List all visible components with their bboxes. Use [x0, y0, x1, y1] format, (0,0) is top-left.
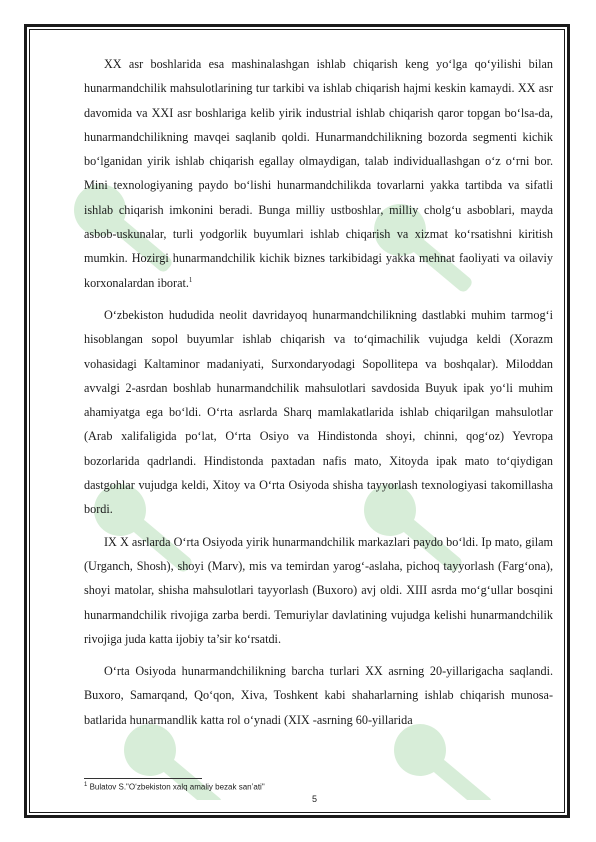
footnote-number: 1: [84, 782, 88, 788]
footnote-text: Bulatov S."O‘zbekiston xalq amaliy bezak san’ati": [89, 782, 265, 792]
footnote-separator: [84, 778, 202, 779]
paragraph-1: [84, 52, 553, 295]
paragraph-3: IX X asrlarda O‘rta Osiyoda yirik hunarmandchilik markazlari paydo bo‘ldi. Ip mato, gilam (Urganch, Shosh), shoyi (Marv), mis va temirdan yarog‘-aslaha, pichoq tayyorlash (Farg‘ona), shoyi matolar, shisha mahsulotlari tayyorlash (Buxoro) avj oldi. XIII asrda mo‘g‘ullar bosqini hunarmandchilik rivojiga zarba berdi. Temuriylar davlatining vujudga kelishi hunarmandchilik rivojiga juda katta ijobiy ta’sir ko‘rsatdi.: [84, 534, 553, 646]
footnote: [84, 782, 265, 792]
paragraph-4: O‘rta Osiyoda hunarmandchilikning barcha turlari XX asrning 20-yillarigacha saqlandi. Buxoro, Samarqand, Qo‘qon, Xiva, Toshkent kabi shaharlarning ishlab chiqarish munosa-batlarida hunarmandlik katta rol o‘ynadi (XIX -asrning 60-yillarida: [84, 664, 553, 727]
document-body: [84, 52, 553, 740]
page-number: 5: [312, 794, 318, 804]
paragraph-1-text: XX asr boshlarida esa mashinalashgan ishlab chiqarish keng yo‘lga qo‘yilishi bilan hunarmandchilik mahsulotlarining tur tarkibi va ishlab chiqarish hajmi keskin kamaydi. XX asr davomida va XXI asr boshlariga kelib yirik industrial ishlab chiqarish qaror topgan bo‘lsa-da, hunarmandchilikning mavqei saqlanib qoldi. Hunarmandchilikning bozorda segmenti kichik bo‘lganidan yirik ishlab chiqarish egallay olmaydigan, talab individuallashgan o‘z o‘rni bor. Mini texnologiyaning paydo bo‘lishi hunarmandchilikda tovarlarni yakka tartibda va sifatli ishlab chiqarish imkonini beradi. Bunga milliy ustboshlar, milliy cholg‘u asboblari, mayda asbob-uskunalar, turli yodgorlik buyumlari ishlab chiqarish va xizmat ko‘rsatishni kiritish mumkin. Hozirgi hunarmandchilik kichik biznes tarkibidagi yakka mehnat faoliyati va oilaviy korxonalardan iborat.: [84, 57, 553, 290]
footnote-reference[interactable]: 1: [188, 275, 193, 284]
paragraph-2: O‘zbekiston hududida neolit davridayoq hunarmandchilikning dastlabki muhim tarmog‘i hisoblangan sopol buyumlar ishlab chiqarish va to‘qimachilik vujudga keldi (Xorazm vohasidagi Kaltaminor madaniyati, Surxondaryodagi Sopollitepa va boshqalar). Miloddan avvalgi 2-asrdan boshlab hunarmandchilik mahsulotlari savdosida Buyuk ipak yo‘li muhim ahamiyatga ega bo‘ldi. O‘rta asrlarda Sharq mamlakatlarida ishlab chiqarilgan mahsulotlar (Arab xalifaligida po‘lat, O‘rta Osiyo va Hindistonda shoyi, chinni, qog‘oz) Yevropa bozorlarida qadrlandi. Hindistonda paxtadan nafis mato, Xitoyda ipak mato to‘qiydigan dastgohlar vujudga keldi, Xitoy va O‘rta Osiyoda shisha tayyorlash texnologiyasi takomillasha bordi.: [84, 307, 553, 517]
